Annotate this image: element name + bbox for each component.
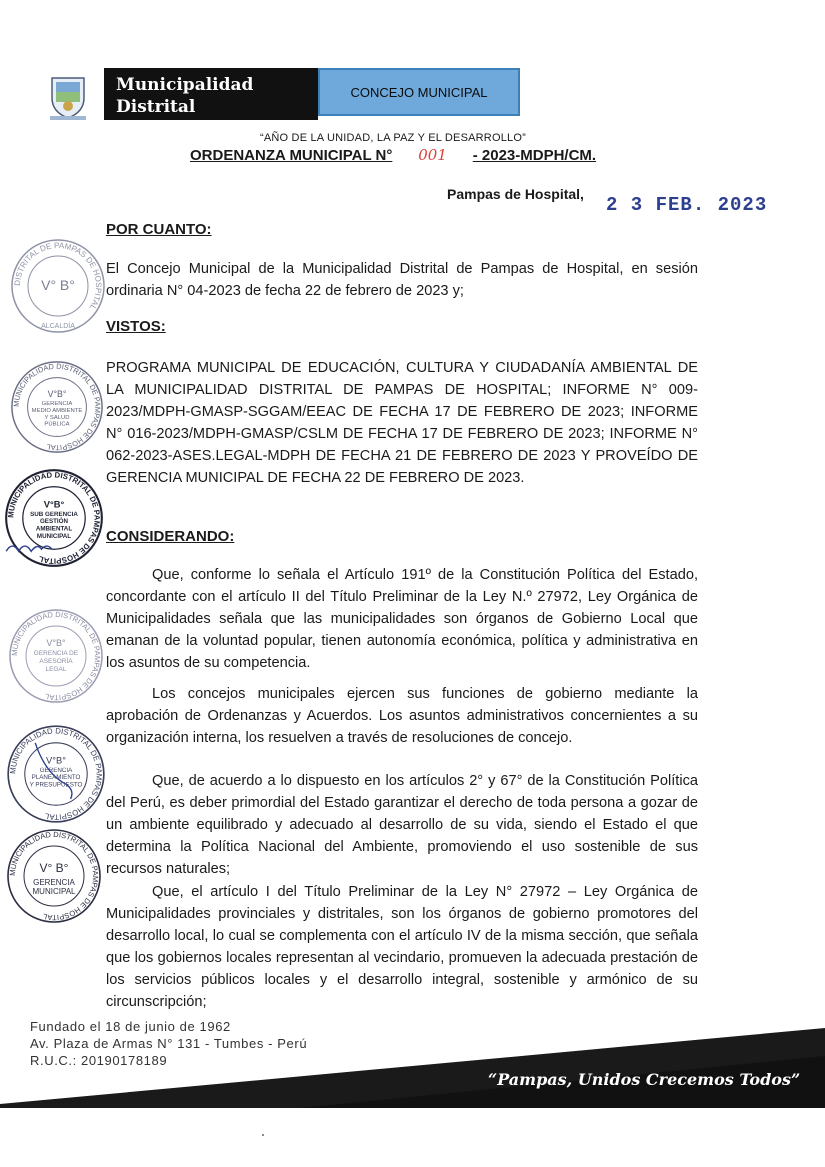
date-stamp: 2 3 FEB. 2023 bbox=[606, 194, 768, 216]
footer-address: Av. Plaza de Armas N° 131 - Tumbes - Perú bbox=[30, 1036, 308, 1051]
municipality-name-line2: de Pampas de Hospital bbox=[116, 119, 248, 161]
considerando-heading: CONSIDERANDO: bbox=[106, 528, 235, 545]
seal-1-sub: ALCALDÍA bbox=[41, 323, 75, 330]
considerando-paragraph-4: Que, el artículo I del Título Preliminar de la Ley N° 27972 – Ley Orgánica de Municipalidades provinciales y distritales, son los órganos de gobierno promotores del desarrollo local, lo cual se complementa con el artículo IV de la misma sección, que señala que los gobiernos locales representan al vecindario, promueven la adecuada prestación de los servicios públicos locales y el desarrollo integral, sostenible y armónico de su circunscripción; bbox=[106, 884, 698, 1010]
seal-3-sub: SUB GERENCIA GESTIÓN AMBIENTAL MUNICIPAL bbox=[30, 511, 78, 540]
seal-4-ring: MUNICIPALIDAD DISTRITAL DE PAMPAS DE HOSPITAL bbox=[9, 609, 103, 703]
seal-6-ring: MUNICIPALIDAD DISTRITAL DE PAMPAS DE HOSPITAL bbox=[7, 829, 101, 923]
seal-1-center: V° B° bbox=[41, 277, 75, 293]
ordinance-title-suffix: - 2023-MDPH/CM. bbox=[472, 147, 597, 164]
footer-contact bbox=[30, 1018, 307, 1069]
seal-2-center: V°B° bbox=[47, 389, 67, 400]
footer-slogan: “Pampas, Unidos Crecemos Todos” bbox=[488, 1070, 801, 1089]
ordinance-title-prefix: ORDENANZA MUNICIPAL N° bbox=[190, 147, 393, 164]
seal-4-center: V°B° bbox=[46, 638, 66, 648]
seal-2-sub: GERENCIA MEDIO AMBIENTE Y SALUD PÚBLICA bbox=[31, 401, 83, 428]
seal-1-ring: DISTRITAL DE PAMPAS DE HOSPITAL bbox=[12, 240, 104, 312]
vistos-heading: VISTOS: bbox=[106, 318, 166, 335]
considerando-paragraph-1: Que, conforme lo señala el Artículo 191º de la Constitución Política del Estado, concordante con el artículo II del Título Preliminar de la Ley N.º 27972, Ley Orgánica de Municipalidades señala que las municipalidades son órganos de Gobierno Local que emanan de la voluntad popular, tienen autonomía económica, política y administrativa en los asuntos de su competencia. bbox=[106, 567, 698, 671]
seal-3-center: V°B° bbox=[43, 499, 65, 510]
seal-gerencia-municipal bbox=[4, 826, 104, 926]
year-motto: “AÑO DE LA UNIDAD, LA PAZ Y EL DESARROLLO” bbox=[260, 132, 526, 144]
date-place: Pampas de Hospital, bbox=[447, 186, 584, 202]
seal-alcaldia bbox=[8, 236, 108, 336]
seal-5-center: V°B° bbox=[46, 755, 66, 766]
seal-planeamiento bbox=[4, 722, 108, 826]
footer-ruc: R.U.C.: 20190178189 bbox=[30, 1053, 168, 1068]
por-cuanto-heading: POR CUANTO: bbox=[106, 221, 212, 238]
footer-founded: Fundado el 18 de junio de 1962 bbox=[30, 1019, 231, 1034]
seal-2-ring: MUNICIPALIDAD DISTRITAL DE PAMPAS DE HOSPITAL bbox=[11, 361, 103, 453]
seal-4-sub: GERENCIA DE ASESORÍA LEGAL bbox=[33, 650, 79, 673]
seal-5-ring: MUNICIPALIDAD DISTRITAL DE PAMPAS DE HOSPITAL bbox=[8, 726, 104, 822]
seal-5-sub: GERENCIA PLANEAMIENTO Y PRESUPUESTO bbox=[29, 767, 83, 789]
municipal-crest bbox=[48, 72, 88, 122]
seal-asesoria-legal bbox=[6, 606, 106, 706]
seal-6-center: V° B° bbox=[39, 861, 69, 875]
scan-speck bbox=[262, 1134, 264, 1136]
seal-gestion-ambiental bbox=[2, 466, 106, 570]
considerando-paragraph-3: Que, de acuerdo a lo dispuesto en los artículos 2° y 67° de la Constitución Política del Perú, es deber primordial del Estado garantizar el derecho de toda persona a gozar de un ambiente equilibrado y adecuado al desarrollo de su vida, siendo el Estado el que determina la Política Nacional del Ambiente, promoviendo el uso sostenible de sus recursos naturales; bbox=[106, 773, 698, 877]
por-cuanto-text: El Concejo Municipal de la Municipalidad Distrital de Pampas de Hospital, en sesión ordinaria N° 04-2023 de fecha 22 de febrero de 2023 y; bbox=[106, 261, 698, 299]
vistos-text: PROGRAMA MUNICIPAL DE EDUCACIÓN, CULTURA Y CIUDADANÍA AMBIENTAL DE LA MUNICIPALIDAD DISTRITAL DE PAMPAS DE HOSPITAL; INFORME N° 009-2023/MDPH-GMASP-SGGAM/EEAC DE FECHA 17 DE FEBRERO DE 2023; INFORME N° 016-2023/MDPH-GMASP/CSLM DE FECHA 17 DE FEBRERO DE 2023; INFORME N° 062-2023-ASES.LEGAL-MDPH DE FECHA 21 DE FEBRERO DE 2023 Y PROVEÍDO DE GERENCIA MUNICIPAL DE FECHA 22 DE FEBRERO DE 2023. bbox=[106, 360, 698, 486]
concejo-municipal-label: CONCEJO MUNICIPAL bbox=[318, 68, 520, 116]
considerando-paragraph-2: Los concejos municipales ejercen sus funciones de gobierno mediante la aprobación de Ordenanzas y Acuerdos. Los asuntos administrativos concernientes a su organización interna, los resuelven a través de resoluciones de concejo. bbox=[106, 686, 698, 746]
ordinance-title bbox=[190, 146, 596, 164]
municipality-name-line1: Municipalidad Distrital bbox=[116, 75, 254, 117]
ordinance-number-handwritten: 001 bbox=[418, 146, 447, 164]
seal-6-sub: GERENCIA MUNICIPAL bbox=[32, 878, 76, 896]
seal-medio-ambiente bbox=[8, 358, 106, 456]
seal-3-ring: MUNICIPALIDAD DISTRITAL DE PAMPAS DE HOSPITAL bbox=[6, 470, 102, 566]
